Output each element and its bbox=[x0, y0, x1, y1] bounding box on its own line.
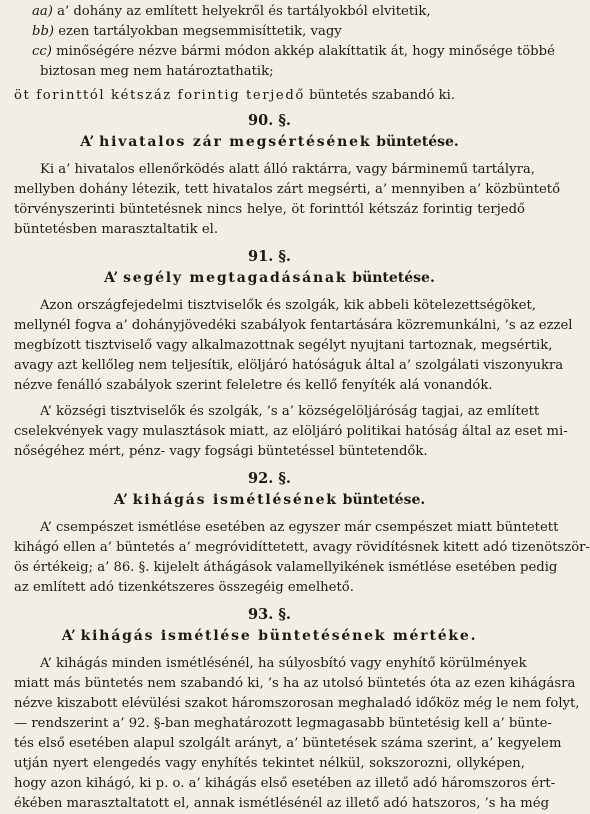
section-90 bbox=[14, 110, 561, 240]
section-title: A’ kihágás ismétlésének büntetése. bbox=[113, 492, 426, 508]
text-line: mellynél fogva a’ dohányjövedéki szabályok fentartására közremunkálni, ’s az ezzel bbox=[14, 318, 573, 333]
text-line: nézve fenálló szabályok szerint feleletre és kellő fenyíték alá vonandók. bbox=[14, 378, 493, 393]
section-title: A’ kihágás ismétlése büntetésének mértéke. bbox=[61, 628, 478, 644]
paragraph bbox=[14, 296, 573, 396]
list-text: ezen tartályokban megsemmisíttetik, vagy bbox=[58, 24, 342, 39]
top-list bbox=[14, 0, 555, 106]
list-text: minőségére nézve bármi módon akkép alakíttatik át, hogy minősége többé bbox=[56, 44, 555, 59]
text-line: cselekvények vagy mulasztások miatt, az elöljáró politikai hatóság által az eset mi- bbox=[14, 424, 568, 439]
text-line: ös értékeig; a’ 86. §. kijelelt áthágások valamellyikének ismétlése esetében pedig bbox=[14, 560, 558, 575]
text-line: kihágó ellen a’ büntetés a’ megróvidíttetett, avagy rövidítésnek kitett adó tizenötször- bbox=[14, 540, 590, 555]
text-line: — rendszerint a’ 92. §-ban meghatározott legmagasabb büntetésig kell a’ bünte- bbox=[14, 716, 552, 731]
list-item bbox=[14, 42, 555, 62]
list-item bbox=[14, 2, 525, 22]
text-line: az említett adó tizenkétszeres összegéig emelhető. bbox=[14, 580, 354, 595]
text-line: megbízott tisztviselő vagy alkalmazottnak segélyt nyujtani tartoznak, megsértik, bbox=[14, 338, 553, 353]
text-line: A’ kihágás minden ismétlésénél, ha súlyosbító vagy enyhítő körülmények bbox=[40, 656, 527, 671]
list-item bbox=[14, 22, 525, 42]
text-line: hogy azon kihágó, ki p. o. a’ kihágás első esetében az illető adó háromszoros ért- bbox=[14, 776, 556, 791]
text-line: Ki a’ hivatalos ellenőrködés alatt álló raktárra, vagy bárminemű tartályra, bbox=[40, 162, 535, 177]
text-line: avagy azt kellőleg nem teljesítik, elöljáró hatóságuk által a’ szolgálati viszonyukra bbox=[14, 358, 564, 373]
paragraph bbox=[14, 402, 568, 462]
text-line: ékében marasztaltatott el, annak ismétlésénél az illető adó hatszoros, ’s ha még bbox=[14, 796, 550, 811]
paragraph bbox=[14, 160, 561, 240]
paragraph bbox=[14, 654, 580, 814]
text-line: A’ községi tisztviselők és szolgák, ’s a’ községelöljáróság tagjai, az említett bbox=[40, 404, 540, 419]
text-line: mellyben dohány létezik, tett hivatalos zárt megsérti, a’ mennyiben a’ közbüntető bbox=[14, 182, 561, 197]
section-92 bbox=[14, 468, 590, 598]
text-line: törvényszerinti büntetésnek nincs helye, öt forinttól kétszáz forintig terjedő bbox=[14, 202, 525, 217]
paragraph bbox=[14, 518, 590, 598]
list-label: bb) bbox=[32, 24, 55, 39]
section-title: A’ hivatalos zár megsértésének büntetése. bbox=[80, 134, 459, 150]
list-item-continuation: biztosan meg nem határoztathatik; bbox=[40, 64, 274, 79]
penalty-spaced: öt forinttól kétszáz forintig terjedő bbox=[14, 88, 305, 103]
text-line: büntetésben marasztaltatik el. bbox=[14, 222, 219, 237]
text-line: tés első esetében alapul szolgált arányt, a’ büntetések száma szerint, a’ kegyelem bbox=[14, 736, 562, 751]
list-text: a’ dohány az említett helyekről és tartályokból elvitetik, bbox=[57, 4, 431, 19]
section-number: 93. §. bbox=[248, 606, 291, 623]
list-label: aa) bbox=[32, 4, 53, 19]
text-line: utján nyert elengedés vagy enyhítés tekintet nélkül, sokszorozni, ollyképen, bbox=[14, 756, 525, 771]
list-label: cc) bbox=[32, 44, 52, 59]
section-title: A’ segély megtagadásának büntetése. bbox=[104, 270, 435, 286]
penalty-rest: büntetés szabandó ki. bbox=[309, 88, 456, 103]
text-line: nézve kiszabott elévülési szakot háromszorosan meghaladó időköz még le nem folyt, bbox=[14, 696, 580, 711]
section-number: 91. §. bbox=[248, 248, 291, 265]
section-number: 92. §. bbox=[248, 470, 291, 487]
section-number: 90. §. bbox=[248, 112, 291, 129]
text-line: nőségéhez mért, pénz- vagy fogsági büntetéssel büntetendők. bbox=[14, 444, 428, 459]
section-93 bbox=[14, 604, 580, 814]
text-line: A’ csempészet ismétlése esetében az egyszer már csempészet miatt büntetett bbox=[40, 520, 559, 535]
penalty-line bbox=[14, 86, 525, 106]
section-91 bbox=[14, 246, 573, 462]
text-line: miatt más büntetés nem szabandó ki, ’s ha az utolsó büntetés óta az ezen kihágásra bbox=[14, 676, 576, 691]
text-line: Azon országfejedelmi tisztviselők és szolgák, kik abbeli kötelezettségöket, bbox=[40, 298, 536, 313]
